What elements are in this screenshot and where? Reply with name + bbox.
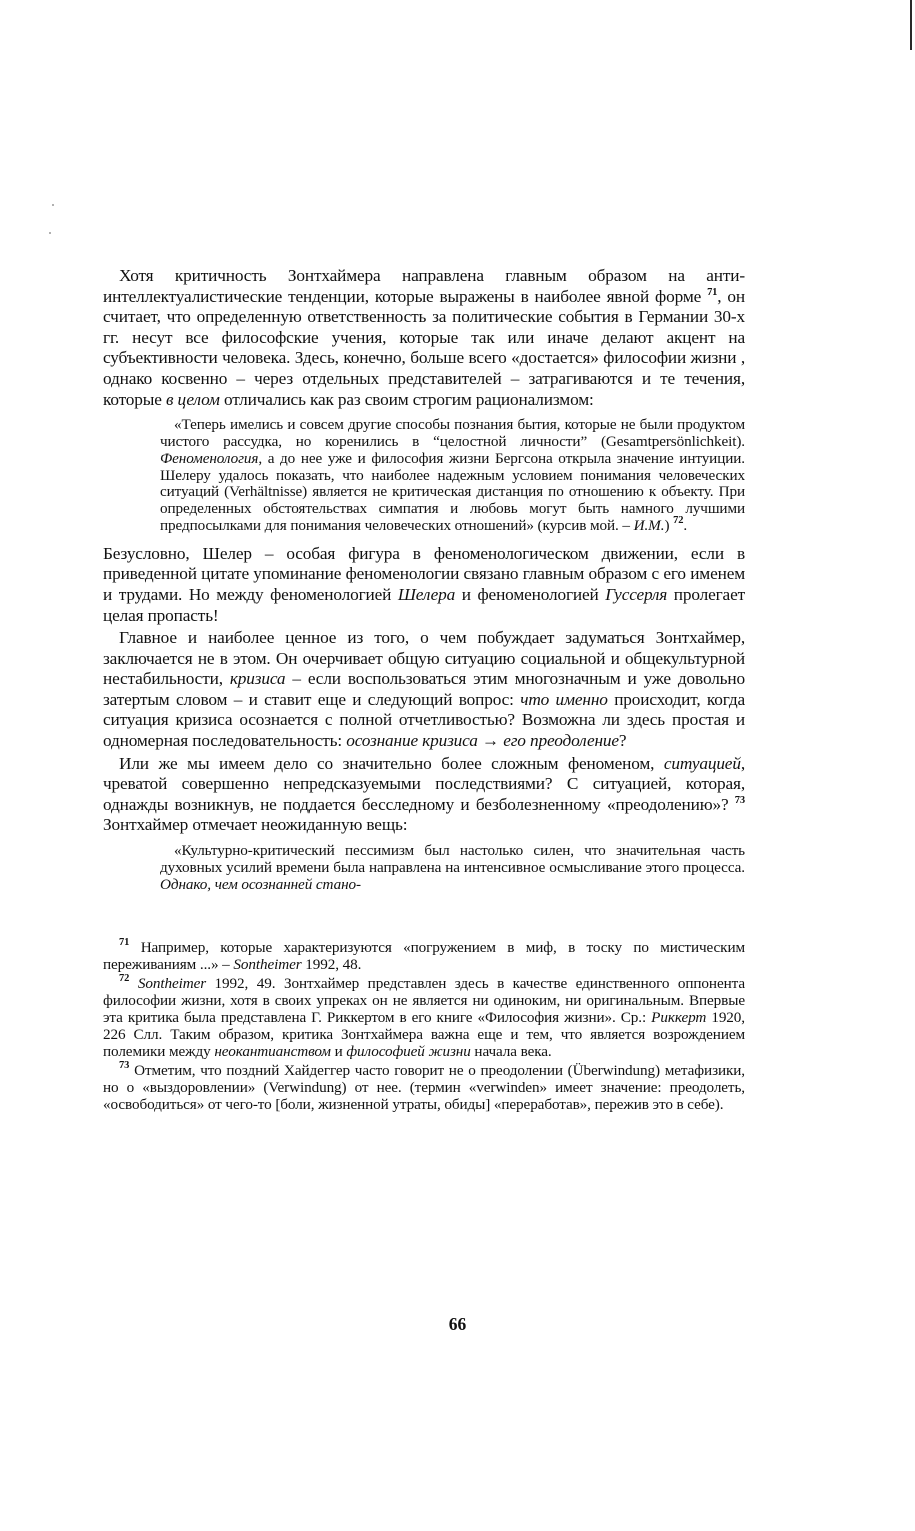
text-run: 1992, 48. xyxy=(301,956,362,974)
footnote-71 xyxy=(103,939,745,973)
footnote-ref-72[interactable]: 72 xyxy=(673,515,684,527)
scan-speck xyxy=(52,204,54,206)
italic-run: Sontheimer xyxy=(233,956,302,974)
text-run: Зонтхаймер отмечает неожиданную вещь: xyxy=(103,815,408,835)
text-run: начала века. xyxy=(470,1043,552,1061)
italic-run: кризиса xyxy=(229,669,286,689)
text-run: Отметим, что поздний Хайдеггер часто говорит не о преодолении (Überwindung) метафизики, но о «выздоровлении» (Verwindung) от нее. (термин «verwinden» имеет значение: преодолеть, «освободиться» от чего-то [боли, жизненной утраты, обиды] «переработав», пережив это в себе). xyxy=(103,1062,745,1114)
italic-run: ситуацией xyxy=(663,753,741,773)
italic-run: Шелера xyxy=(397,584,456,604)
text-run: пролегает целая пропасть! xyxy=(103,584,745,625)
text-run: 1920, 226 Слл. Таким образом, критика Зонтхаймера важна еще и тем, что является возрождением полемики между xyxy=(103,1009,745,1061)
footnote-73 xyxy=(103,1062,745,1113)
text-run: , он считает, что определенную ответственность за политические события в Германии 30-х гг. несут все философские учения, которые так или иначе делают акцент на субъективности человека. Здесь, конечно, больше всего «достается» философии жизни , однако косвенно – через отдельных представителей – затрагиваются и те течения, которые xyxy=(103,286,745,409)
text-run: – если воспользоваться этим многозначным и уже довольно затертым словом – и ставит еще и следующий вопрос: xyxy=(103,669,745,709)
blockquote-2 xyxy=(160,843,745,893)
text-run: Безусловно, Шелер – особая фигура в феноменологическом движении, если в приведенной цитате упоминание феноменологии связано главным образом с его именем и трудами. Но между феноменологией xyxy=(103,543,745,604)
blockquote-1 xyxy=(160,417,745,535)
footnote-number: 73 xyxy=(119,1060,130,1072)
paragraph-2 xyxy=(103,544,745,626)
italic-run: Sontheimer xyxy=(137,975,207,993)
text-run: ) xyxy=(664,516,674,534)
page-number: 66 xyxy=(448,1314,467,1334)
text-run: и феноменологией xyxy=(455,584,606,604)
text-run: , а до нее уже и философия жизни Бергсона открыла значение интуиции. Шелеру удалось показать, что наиболее надежным условием понимания человеческих ситуаций (Verhältnisse) является не критическая дистанция по отношению к объекту. При определенных обстоятельствах симпатия и любовь могут быть намного лучшими предпосылками для понимания человеческих отношений» (курсив мой. – xyxy=(160,449,745,534)
italic-run: в целом xyxy=(165,389,220,409)
text-run: отличались как раз своим строгим рационализмом: xyxy=(219,389,594,409)
text-run: и xyxy=(330,1043,347,1061)
italic-run: И.М. xyxy=(633,516,665,534)
text-run: , чреватой совершенно непредсказуемыми последствиями? С ситуацией, которая, однажды возникнув, не поддается бесследному и безболезненному «преодолению»? xyxy=(103,753,745,814)
italic-run: философией жизни xyxy=(346,1043,471,1061)
text-run: «Теперь имелись и совсем другие способы познания бытия, которые не были продуктом чистого рассудка, но коренились в “целостной личности” (Gesamtpersönlichkeit). xyxy=(160,416,745,450)
footnote-ref-73[interactable]: 73 xyxy=(734,795,745,807)
paragraph-4 xyxy=(103,754,745,836)
italic-run: что именно xyxy=(520,689,608,709)
paragraph-1 xyxy=(103,266,745,410)
footnote-number: 72 xyxy=(119,973,130,985)
footnote-72 xyxy=(103,975,745,1060)
footnote-ref-71[interactable]: 71 xyxy=(707,286,718,298)
text-run: «Культурно-критический пессимизм был настолько силен, что значительная часть духовных усилий времени была направлена на интенсивное осмысливание этого процесса. xyxy=(160,842,745,876)
text-run: Или же мы имеем дело со значительно более сложным феноменом, xyxy=(119,753,664,773)
italic-run: Феноменология xyxy=(160,449,259,467)
scan-edge-mark xyxy=(910,0,912,50)
italic-run: Гуссерля xyxy=(605,584,668,604)
italic-run: осознание кризиса → его преодоление xyxy=(346,731,619,751)
scan-speck xyxy=(49,232,51,234)
page-body xyxy=(103,266,745,1115)
footnote-number: 71 xyxy=(119,937,130,949)
text-run: 1992, 49. Зонтхаймер представлен здесь в качестве единственного оппонента философии жизни, хотя в своих упреках он не является ни одиноким, ни оригинальным. Впервые эта критика была представлена Г. Риккертом в его книге «Философия жизни». Ср.: xyxy=(103,975,745,1027)
italic-run: Риккерт xyxy=(651,1009,707,1027)
text-run xyxy=(129,975,138,992)
text-run: ? xyxy=(618,731,627,751)
paragraph-3 xyxy=(103,628,745,752)
italic-run: Однако, чем осознанней стано- xyxy=(160,875,361,893)
text-run: происходит, когда ситуация кризиса осознается с полной отчетливостью? Возможна ли здесь простая и одномерная последовательность: xyxy=(103,689,746,751)
text-run: Например, которые характеризуются «погружением в миф, в тоску по мистическим переживаниям ...» – xyxy=(103,939,745,974)
text-run: Главное и наиболее ценное из того, о чем побуждает задуматься Зонтхаймер, заключается не в этом. Он очерчивает общую ситуацию социальной и общекультурной нестабильности, xyxy=(103,628,745,689)
text-run: Хотя критичность Зонтхаймера направлена главным образом на анти-интеллектуалистические тенденции, которые выражены в наиболее явной форме xyxy=(103,266,745,306)
text-run: . xyxy=(683,516,688,534)
italic-run: неокантианством xyxy=(214,1043,331,1061)
